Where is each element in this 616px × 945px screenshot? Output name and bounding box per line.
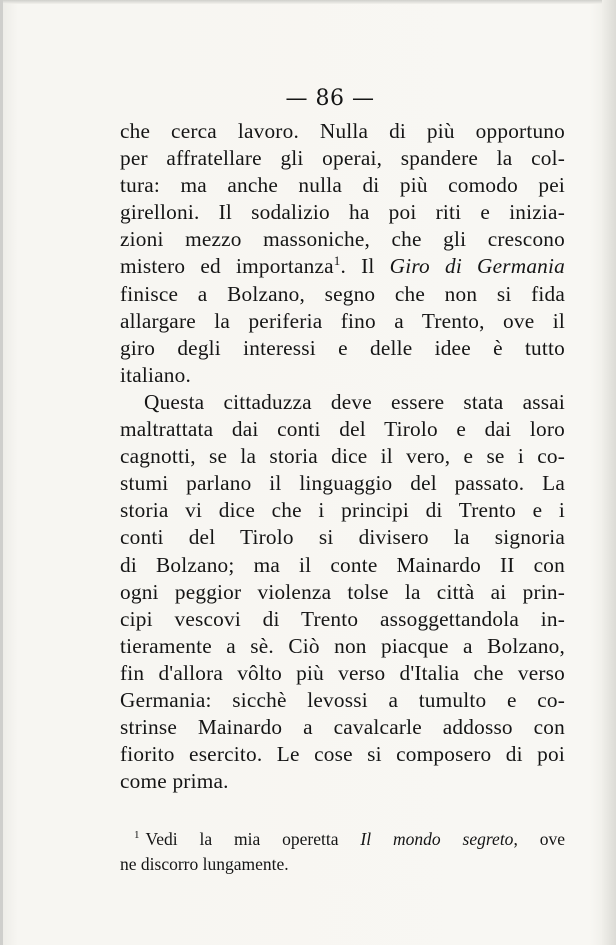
text-line: cipi vescovi di Trento assoggettandola in- [120, 606, 565, 631]
text-line: cagnotti, se la storia dice il vero, e se i co- [120, 444, 565, 469]
text-line: strinse Mainardo a cavalcarle addosso con [120, 715, 565, 740]
footnote-reference: 1 [333, 253, 341, 269]
footnote [120, 827, 565, 877]
text-line: italiano. [120, 362, 191, 387]
text-line: tieramente a sè. Ciò non piacque a Bolzano, [120, 633, 565, 658]
text-line: come prima. [120, 769, 229, 794]
text-line: finisce a Bolzano, segno che non si fida [120, 281, 565, 306]
text-line: fiorito esercito. Le cose si composero di poi [120, 742, 565, 767]
text-line: di Bolzano; ma il conte Mainardo II con [120, 552, 565, 577]
text-line: storia vi dice che i principi di Trento e i [120, 498, 565, 523]
text-line: stumi parlano il linguaggio del passato. La [120, 471, 565, 496]
text-line: per affratellare gli operai, spandere la col- [120, 146, 565, 171]
text-line: ogni peggior violenza tolse la città ai prin- [120, 579, 565, 604]
page-edge-right [602, 0, 616, 945]
footnote-text: Vedi la mia operetta [145, 829, 339, 849]
page-number: — 86 — [285, 86, 375, 111]
footnote-line: ne discorro lungamente. [120, 854, 289, 874]
text-line: allargare la periferia fino a Trento, ove il [120, 308, 565, 333]
text-line: zioni mezzo massoniche, che gli crescono [120, 227, 565, 252]
text-segment: . Il [340, 254, 390, 279]
footnote-mark: 1 [134, 829, 140, 842]
text-line: Germania: sicchè levossi a tumulto e co- [120, 687, 565, 712]
text-line: girelloni. Il sodalizio ha poi riti e inizia- [120, 200, 565, 225]
text-line: maltrattata dai conti del Tirolo e dai loro [120, 417, 565, 442]
text-line-with-footnote [120, 253, 565, 280]
footnote-italic-title: Il mondo segreto [360, 829, 514, 849]
page-edge-left [0, 0, 3, 945]
text-line: conti del Tirolo si divisero la signoria [120, 525, 565, 550]
footnote-text-after: , ove [513, 829, 565, 849]
paragraph-start-line: Questa cittaduzza deve essere stata assai [144, 389, 565, 414]
body-text [120, 118, 565, 795]
text-segment: mistero ed importanza [120, 254, 334, 279]
text-line: che cerca lavoro. Nulla di più opportuno [120, 119, 565, 143]
page-edge-top [0, 0, 616, 4]
italic-title: Giro di Germania [389, 254, 565, 279]
text-line: fin d'allora vôlto più verso d'Italia che verso [120, 660, 565, 685]
text-line: tura: ma anche nulla di più comodo pei [120, 173, 565, 198]
footnote-line [120, 827, 565, 852]
text-line: giro degli interessi e delle idee è tutto [120, 335, 565, 360]
